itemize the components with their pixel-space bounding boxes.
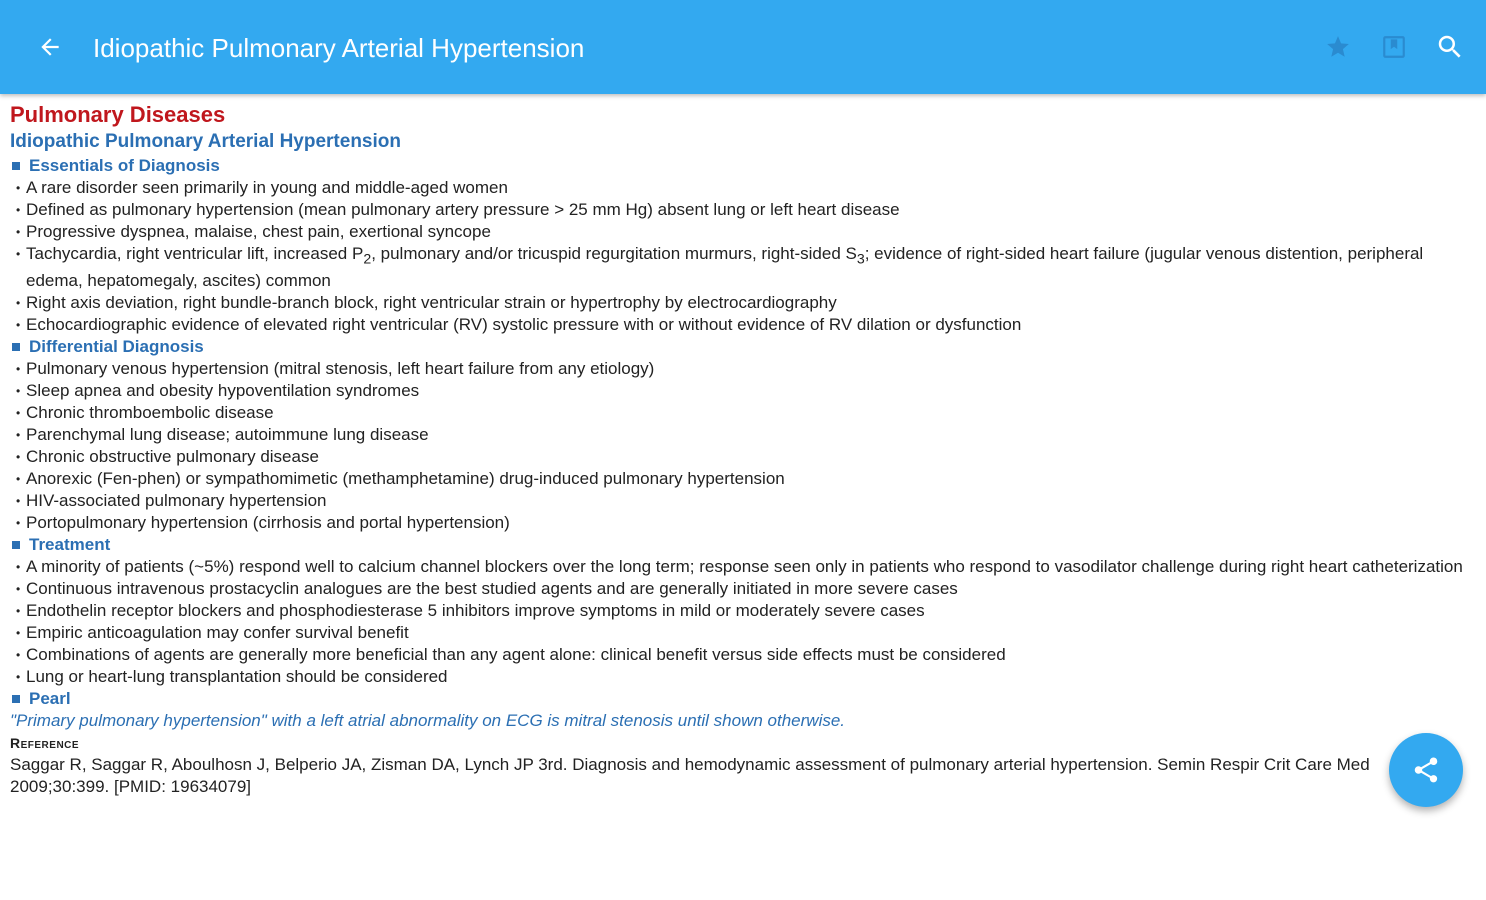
star-icon xyxy=(1325,34,1351,60)
bookmark-icon xyxy=(1381,34,1407,60)
list-item: • HIV-associated pulmonary hypertension xyxy=(10,490,1476,512)
list-item: • Parenchymal lung disease; autoimmune lung disease xyxy=(10,424,1476,446)
bookmark-button[interactable] xyxy=(1376,29,1412,65)
share-icon xyxy=(1411,755,1441,785)
section-heading-treatment: Treatment xyxy=(10,534,1476,556)
list-item: • Chronic obstructive pulmonary disease xyxy=(10,446,1476,468)
section-heading-essentials: Essentials of Diagnosis xyxy=(10,155,1476,177)
section-marker-icon xyxy=(12,162,20,170)
share-button[interactable] xyxy=(1389,733,1463,807)
list-item: • Pulmonary venous hypertension (mitral stenosis, left heart failure from any etiology) xyxy=(10,358,1476,380)
list-item: • A rare disorder seen primarily in young and middle-aged women xyxy=(10,177,1476,199)
list-item: • Empiric anticoagulation may confer survival benefit xyxy=(10,622,1476,644)
section-heading-differential: Differential Diagnosis xyxy=(10,336,1476,358)
search-button[interactable] xyxy=(1432,29,1468,65)
section-marker-icon xyxy=(12,343,20,351)
list-item: • Progressive dyspnea, malaise, chest pain, exertional syncope xyxy=(10,221,1476,243)
list-item: • Continuous intravenous prostacyclin analogues are the best studied agents and are generally initiated in more severe cases xyxy=(10,578,1476,600)
list-item: • Combinations of agents are generally more beneficial than any agent alone: clinical benefit versus side effects must be considered xyxy=(10,644,1476,666)
reference-heading: Reference xyxy=(10,735,80,752)
reference-text: Saggar R, Saggar R, Aboulhosn J, Belperio JA, Zisman DA, Lynch JP 3rd. Diagnosis and hemodynamic assessment of pulmonary arterial hypertension. Semin Respir Crit Care Med 2009;30:399. [PMID: 19634079] xyxy=(10,755,1370,797)
list-item: • A minority of patients (~5%) respond well to calcium channel blockers over the long term; response seen only in patients who respond to vasodilator challenge during right heart catheterization xyxy=(10,556,1476,578)
page-title: Idiopathic Pulmonary Arterial Hypertension xyxy=(93,33,585,63)
search-icon xyxy=(1435,32,1465,62)
article-content xyxy=(10,101,1476,798)
back-button[interactable] xyxy=(32,29,68,65)
list-item: • Lung or heart-lung transplantation should be considered xyxy=(10,666,1476,688)
section-marker-icon xyxy=(12,695,20,703)
pearl-text: "Primary pulmonary hypertension" with a left atrial abnormality on ECG is mitral stenosis until shown otherwise. xyxy=(10,711,846,731)
favorite-button[interactable] xyxy=(1320,29,1356,65)
chapter-title: Pulmonary Diseases xyxy=(10,102,226,127)
essentials-list xyxy=(10,177,1476,336)
app-bar xyxy=(0,0,1486,94)
section-marker-icon xyxy=(12,541,20,549)
list-item: • Echocardiographic evidence of elevated right ventricular (RV) systolic pressure with or without evidence of RV dilation or dysfunction xyxy=(10,314,1476,336)
list-item: • Sleep apnea and obesity hypoventilation syndromes xyxy=(10,380,1476,402)
list-item: • Anorexic (Fen-phen) or sympathomimetic (methamphetamine) drug-induced pulmonary hypertension xyxy=(10,468,1476,490)
list-item: • Tachycardia, right ventricular lift, increased $P_2$, pulmonary and/or tricuspid regurgitation murmurs, right-sided $S_3$; evidence of right-sided heart failure (jugular venous distention, peripheral edema, hepatomegaly, ascites) common xyxy=(10,243,1476,292)
list-item: • Right axis deviation, right bundle-branch block, right ventricular strain or hypertrophy by electrocardiography xyxy=(10,292,1476,314)
treatment-list xyxy=(10,556,1476,688)
list-item: • Portopulmonary hypertension (cirrhosis and portal hypertension) xyxy=(10,512,1476,534)
topic-title: Idiopathic Pulmonary Arterial Hypertension xyxy=(10,131,401,152)
list-item: • Defined as pulmonary hypertension (mean pulmonary artery pressure > 25 mm Hg) absent lung or left heart disease xyxy=(10,199,1476,221)
list-item: • Endothelin receptor blockers and phosphodiesterase 5 inhibitors improve symptoms in mild or moderately severe cases xyxy=(10,600,1476,622)
list-item: • Chronic thromboembolic disease xyxy=(10,402,1476,424)
back-arrow-icon xyxy=(37,34,63,60)
section-heading-pearl: Pearl xyxy=(10,688,1476,710)
differential-list xyxy=(10,358,1476,534)
